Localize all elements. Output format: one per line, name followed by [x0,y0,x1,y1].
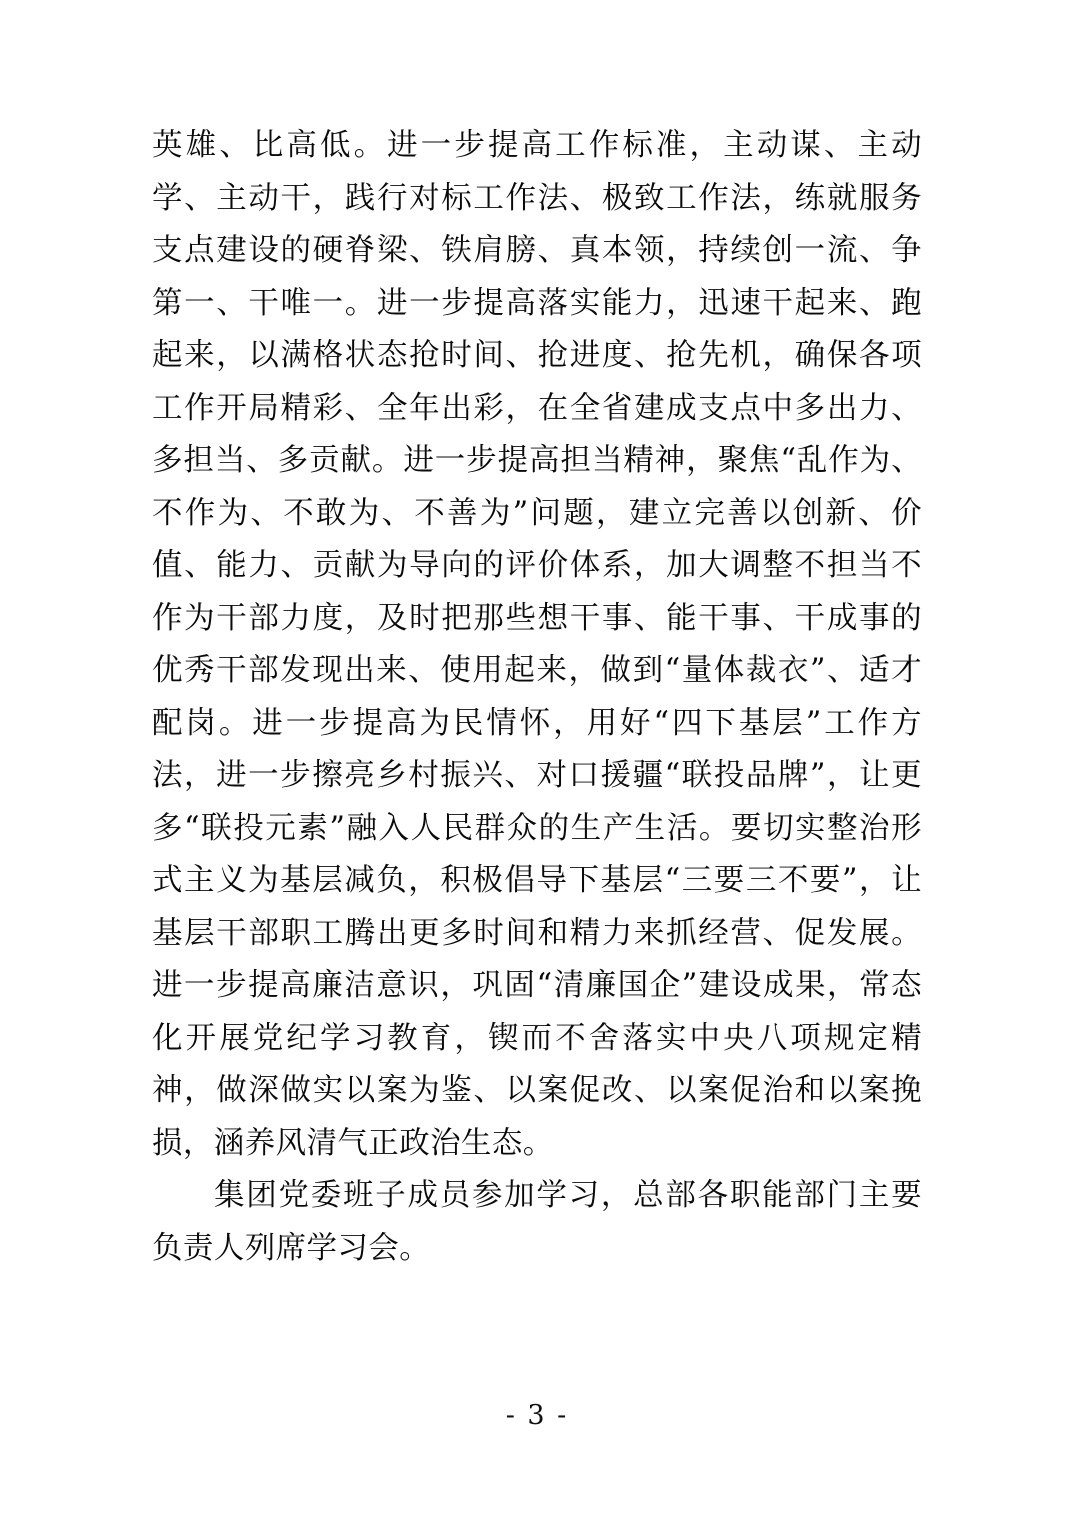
page-number: - 3 - [505,1400,569,1431]
document-body [152,120,922,1275]
paragraph-closing: 集团党委班子成员参加学习，总部各职能部门主要负责人列席学习会。 [152,1178,922,1266]
paragraph-continued: 英雄、比高低。进一步提高工作标准，主动谋、主动学、主动干，践行对标工作法、极致工作法，练就服务支点建设的硬脊梁、铁肩膀、真本领，持续创一流、争第一、干唯一。进一步提高落实能力，迅速干起来、跑起来，以满格状态抢时间、抢进度、抢先机，确保各项工作开局精彩、全年出彩，在全省建成支点中多出力、多担当、多贡献。进一步提高担当精神，聚焦“乱作为、不作为、不敢为、不善为”问题，建立完善以创新、价值、能力、贡献为导向的评价体系，加大调整不担当不作为干部力度，及时把那些想干事、能干事、干成事的优秀干部发现出来、使用起来，做到“量体裁衣”、适才配岗。进一步提高为民情怀，用好“四下基层”工作方法，进一步擦亮乡村振兴、对口援疆“联投品牌”，让更多“联投元素”融入人民群众的生产生活。要切实整治形式主义为基层减负，积极倡导下基层“三要三不要”，让基层干部职工腾出更多时间和精力来抓经营、促发展。进一步提高廉洁意识，巩固“清廉国企”建设成果，常态化开展党纪学习教育，锲而不舍落实中央八项规定精神，做深做实以案为鉴、以案促改、以案促治和以案挽损，涵养风清气正政治生态。 [152,128,922,1161]
